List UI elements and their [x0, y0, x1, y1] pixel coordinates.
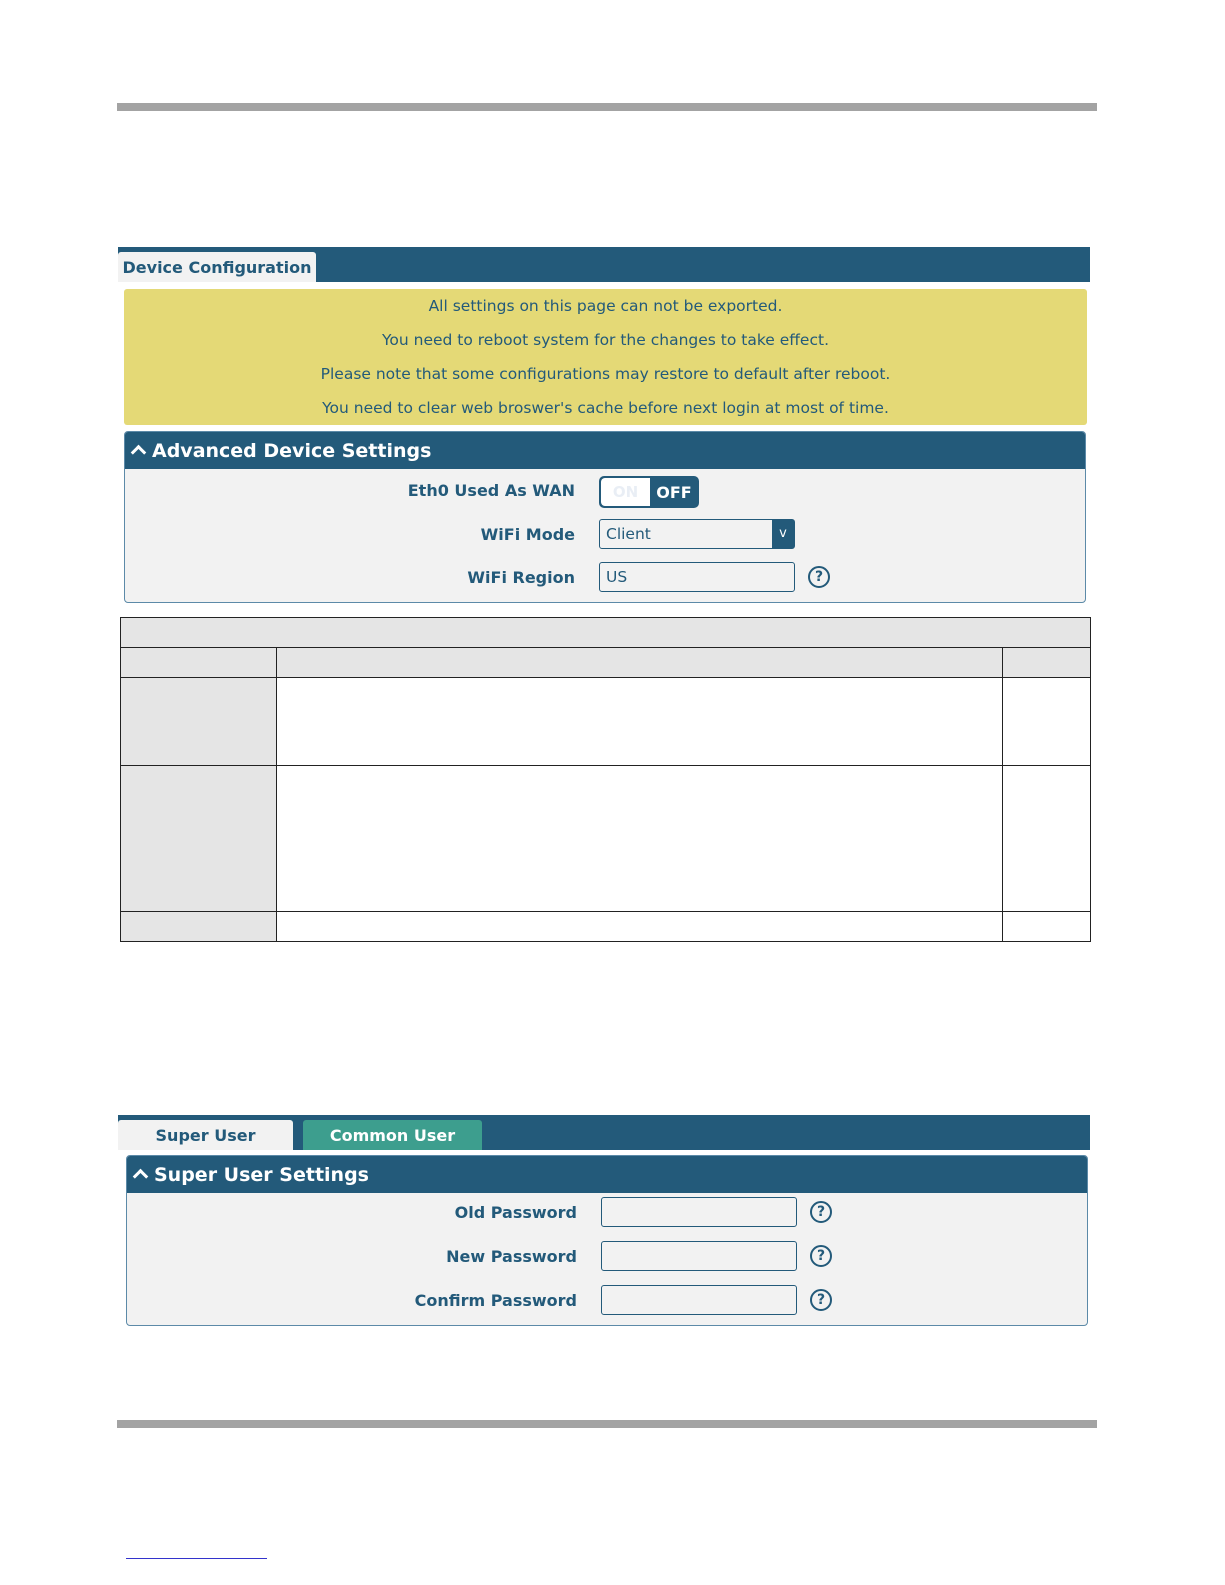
super-user-settings-header[interactable] — [127, 1156, 1087, 1193]
section-title: Super User Settings — [154, 1164, 369, 1186]
advanced-device-settings-section — [124, 431, 1086, 603]
wifi-region-row — [125, 562, 1085, 594]
table-cell — [1003, 678, 1091, 766]
wifi-region-value: US — [606, 568, 628, 586]
new-password-input[interactable] — [601, 1241, 797, 1271]
table-cell — [121, 766, 277, 912]
new-password-row — [127, 1241, 1087, 1273]
table-cell — [1003, 648, 1091, 678]
table-cell — [1003, 912, 1091, 942]
notice-box — [124, 289, 1087, 425]
eth0-wan-label: Eth0 Used As WAN — [407, 481, 575, 500]
table-cell — [277, 766, 1003, 912]
table-cell — [121, 648, 277, 678]
notice-line-1: All settings on this page can not be exported. — [428, 297, 783, 315]
toggle-off-label: OFF — [656, 483, 692, 502]
super-user-settings-section — [126, 1155, 1088, 1326]
user-management-tabbar — [118, 1115, 1090, 1150]
chevron-down-icon[interactable]: v — [772, 520, 794, 548]
device-configuration-tabbar — [118, 247, 1090, 282]
eth0-wan-toggle[interactable] — [599, 476, 699, 508]
wifi-mode-select[interactable] — [599, 519, 795, 549]
old-password-label: Old Password — [454, 1203, 577, 1222]
table-title-row — [121, 618, 1091, 648]
help-icon[interactable]: ? — [810, 1289, 832, 1311]
old-password-row — [127, 1197, 1087, 1229]
table-cell — [277, 912, 1003, 942]
eth0-wan-row — [125, 475, 1085, 507]
notice-line-2: You need to reboot system for the changes to take effect. — [381, 331, 829, 349]
table-cell — [277, 678, 1003, 766]
notice-line-3: Please note that some configurations may restore to default after reboot. — [320, 365, 891, 383]
chevron-up-icon — [133, 1169, 149, 1185]
table-row — [121, 912, 1091, 942]
section-title: Advanced Device Settings — [152, 440, 432, 462]
table-cell — [121, 912, 277, 942]
confirm-password-row — [127, 1285, 1087, 1317]
wifi-mode-value: Client — [606, 525, 651, 543]
wifi-region-label: WiFi Region — [467, 568, 575, 587]
tab-common-user[interactable]: Common User — [303, 1120, 482, 1150]
table-cell — [1003, 766, 1091, 912]
confirm-password-label: Confirm Password — [414, 1291, 577, 1310]
help-icon[interactable]: ? — [810, 1245, 832, 1267]
old-password-input[interactable] — [601, 1197, 797, 1227]
wifi-mode-label: WiFi Mode — [480, 525, 575, 544]
footer-link-underline — [126, 1558, 267, 1559]
chevron-up-icon — [131, 445, 147, 461]
wifi-region-input[interactable] — [599, 562, 795, 592]
new-password-label: New Password — [446, 1247, 577, 1266]
tab-device-configuration[interactable]: Device Configuration — [118, 252, 316, 282]
parameter-table — [120, 617, 1091, 942]
confirm-password-input[interactable] — [601, 1285, 797, 1315]
help-icon[interactable]: ? — [808, 566, 830, 588]
table-row — [121, 766, 1091, 912]
table-cell — [277, 648, 1003, 678]
tab-super-user[interactable]: Super User — [118, 1120, 293, 1150]
table-header-row — [121, 648, 1091, 678]
table-cell — [121, 618, 1091, 648]
header-rule — [117, 103, 1097, 111]
toggle-on-label: ON — [601, 478, 650, 506]
footer-rule — [117, 1420, 1097, 1428]
wifi-mode-row — [125, 519, 1085, 551]
advanced-device-settings-header[interactable] — [125, 432, 1085, 469]
help-icon[interactable]: ? — [810, 1201, 832, 1223]
notice-line-4: You need to clear web broswer's cache before next login at most of time. — [322, 399, 889, 417]
table-cell — [121, 678, 277, 766]
table-row — [121, 678, 1091, 766]
